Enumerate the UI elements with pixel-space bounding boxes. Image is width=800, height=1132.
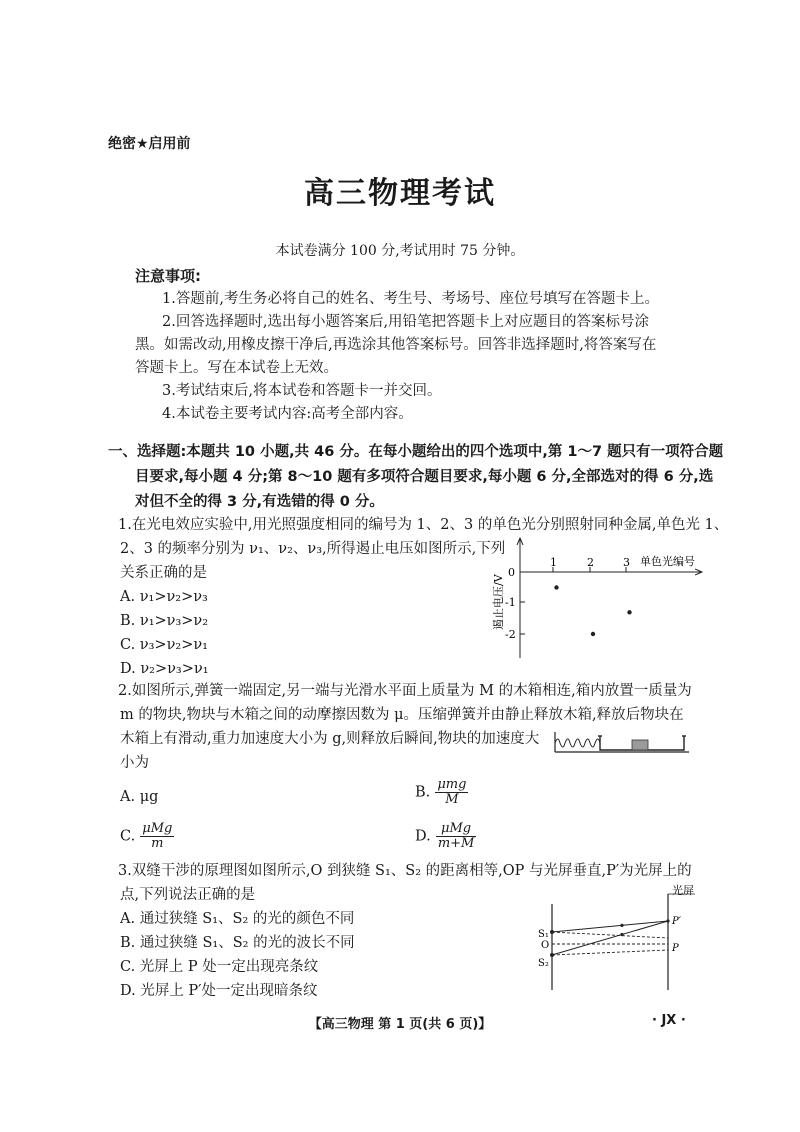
question-2-stem: m 的物块,物块与木箱之间的动摩擦因数为 μ。压缩弹簧并由静止释放木箱,释放后物块在 — [120, 707, 684, 723]
notice-line: 4.本试卷主要考试内容:高考全部内容。 — [162, 406, 413, 422]
ray-direction-dot — [620, 924, 623, 927]
data-points — [554, 585, 631, 636]
question-3-option-c: C. 光屏上 P 处一定出现亮条纹 — [120, 959, 319, 975]
p-prime-label: P′ — [672, 916, 681, 927]
x-tick-label: 3 — [623, 556, 630, 569]
ray-direction-dot — [620, 933, 623, 936]
notice-line: 2.回答选择题时,选出每小题答案后,用铅笔把答题卡上对应题目的答案标号涂 — [162, 314, 650, 330]
question-3-option-d: D. 光屏上 P′处一定出现暗条纹 — [120, 983, 318, 999]
notice-line: 黑。如需改动,用橡皮擦干净后,再选涂其他答案标号。回答非选择题时,将答案写在 — [135, 337, 657, 353]
question-1-stem: 关系正确的是 — [120, 565, 207, 581]
spring-box-figure — [553, 728, 693, 756]
dashed-line-s2 — [552, 950, 668, 955]
x-tick-label: 1 — [550, 556, 557, 569]
screen-label: 光屏 — [672, 884, 694, 897]
question-3-option-a: A. 通过狭缝 S₁、S₂ 的光的颜色不同 — [120, 911, 355, 927]
block — [632, 740, 648, 750]
question-3-stem: 3.双缝干涉的原理图如图所示,O 到狭缝 S₁、S₂ 的距离相等,OP 与光屏垂直,P′为光屏上的 — [118, 863, 692, 879]
fraction-numerator: μMg — [436, 822, 477, 837]
question-2-stem: 小为 — [120, 755, 149, 771]
question-1-option-a: A. ν₁>ν₂>ν₃ — [120, 589, 208, 605]
question-2-stem: 2.如图所示,弹簧一端固定,另一端与光滑水平面上质量为 M 的木箱相连,箱内放置一质量为 — [118, 683, 692, 699]
point-p-prime — [666, 919, 669, 922]
question-1-option-b: B. ν₁>ν₃>ν₂ — [120, 613, 209, 629]
question-2-stem: 木箱上有滑动,重力加速度大小为 g,则释放后瞬间,物块的加速度大 — [120, 731, 540, 747]
fraction-denominator: M — [445, 792, 459, 807]
p-label: P — [672, 943, 679, 954]
notice-line: 答题卡上。写在本试卷上无效。 — [135, 360, 338, 376]
section-instructions: 目要求,每小题 4 分;第 8～10 题有多项符合题目要求,每小题 6 分,全部选对的得 6 分,选 — [135, 469, 714, 485]
notice-line: 3.考试结束后,将本试卷和答题卡一并交回。 — [162, 383, 442, 399]
fraction — [140, 822, 174, 851]
option-label: D. — [415, 828, 431, 845]
question-1-stem: 1.在光电效应实验中,用光照强度相同的编号为 1、2、3 的单色光分别照射同种金属,单色光 1、 — [118, 517, 729, 533]
fraction-numerator: μMg — [142, 821, 173, 836]
fraction-denominator: m — [151, 836, 164, 851]
stopping-voltage-chart — [480, 530, 710, 665]
o-label: O — [541, 940, 550, 951]
section-instructions: 一、选择题:本题共 10 小题,共 46 分。在每小题给出的四个选项中,第 1～7 题只有一项符合题 — [108, 444, 724, 460]
option-label: C. — [120, 828, 136, 845]
double-slit-diagram — [535, 880, 700, 998]
y-axis-label: 遏止电压/V — [492, 574, 505, 630]
y-tick-label: -2 — [505, 628, 516, 641]
data-point — [554, 585, 558, 589]
notice-title: 注意事项: — [135, 267, 201, 285]
fraction-numerator: μmg — [437, 777, 467, 792]
question-2-option-d — [415, 822, 476, 851]
dashed-line-s1 — [552, 932, 668, 938]
fraction-denominator: m+M — [437, 836, 475, 851]
question-1-option-d: D. ν₂>ν₃>ν₁ — [120, 661, 209, 677]
data-point — [591, 632, 595, 636]
confidential-mark: 绝密★启用前 — [108, 136, 191, 152]
y-tick-label: -1 — [505, 596, 516, 609]
question-3-option-b: B. 通过狭缝 S₁、S₂ 的光的波长不同 — [120, 935, 355, 951]
section-instructions: 对但不全的得 3 分,有选错的得 0 分。 — [135, 494, 384, 510]
question-1-option-c: C. ν₃>ν₂>ν₁ — [120, 637, 208, 653]
page-title: 高三物理考试 — [304, 176, 496, 211]
score-time-line: 本试卷满分 100 分,考试用时 75 分钟。 — [275, 243, 525, 259]
question-1-stem: 2、3 的频率分别为 ν₁、ν₂、ν₃,所得遏止电压如图所示,下列 — [120, 541, 506, 557]
question-2-option-a: A. μg — [120, 789, 159, 805]
s2-label: S₂ — [538, 958, 549, 969]
x-tick-label: 2 — [587, 556, 594, 569]
page-footer: 【高三物理 第 1 页(共 6 页)】 — [308, 1017, 492, 1032]
question-3-stem: 点,下列说法正确的是 — [120, 887, 256, 903]
question-2-option-c — [120, 822, 174, 851]
notice-line: 1.答题前,考生务必将自己的姓名、考生号、考场号、座位号填写在答题卡上。 — [162, 291, 659, 307]
option-label: B. — [415, 784, 431, 801]
x-axis-label: 单色光编号 — [640, 555, 695, 568]
footer-code: · JX · — [652, 1013, 686, 1028]
question-2-option-b — [415, 778, 468, 807]
s1-label: S₁ — [538, 929, 549, 940]
spring — [555, 739, 600, 747]
data-point — [627, 610, 631, 614]
y-tick-label: 0 — [508, 566, 515, 579]
fraction — [436, 822, 477, 851]
fraction — [435, 778, 468, 807]
